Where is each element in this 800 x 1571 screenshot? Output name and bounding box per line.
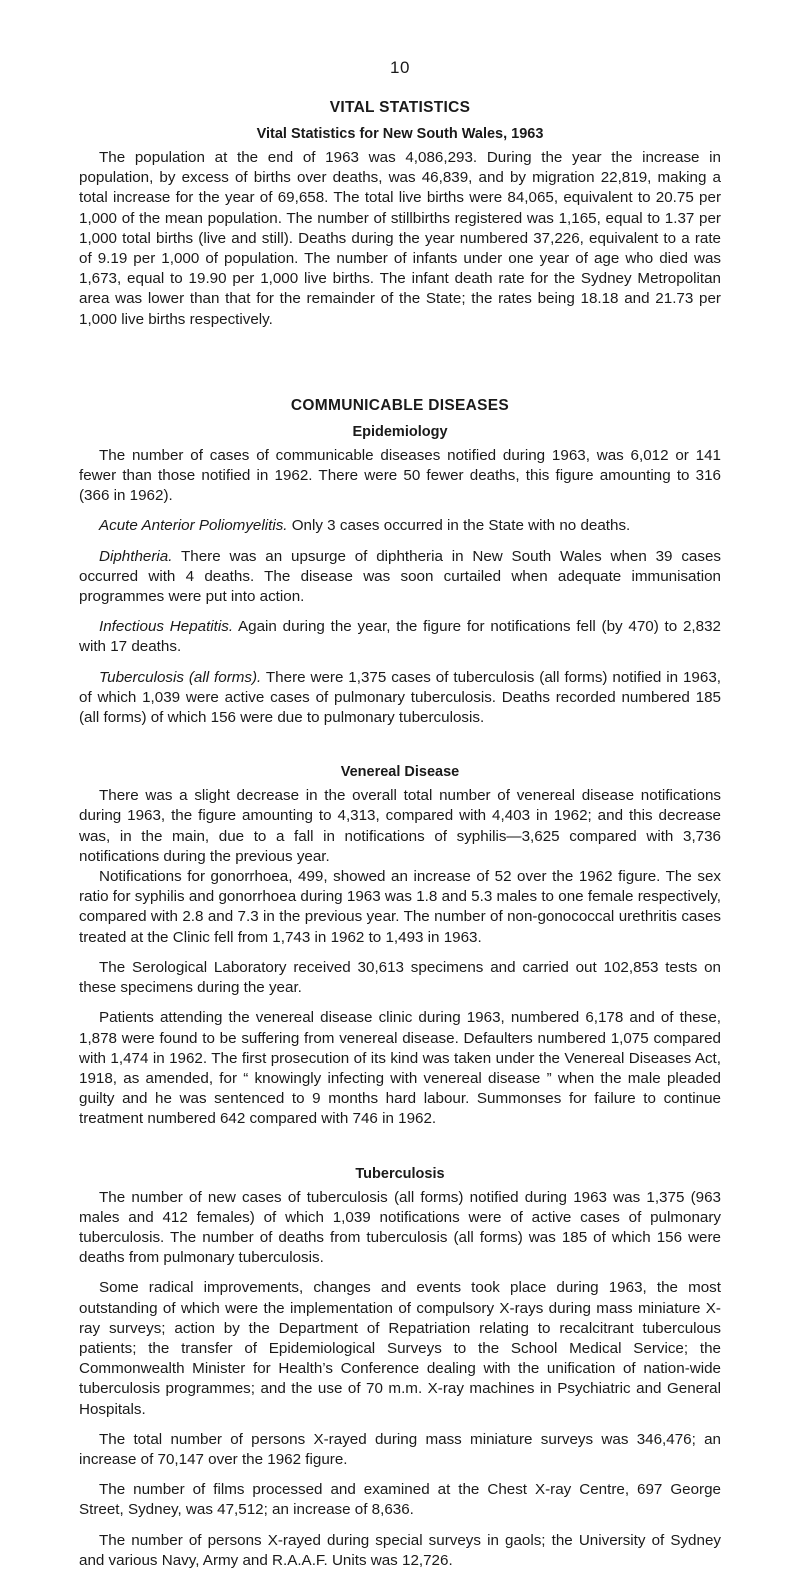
- communicable-diseases-heading: COMMUNICABLE DISEASES: [290, 396, 510, 414]
- communicable-diseases-section: [79, 396, 721, 728]
- tuberculosis-all-forms-text: There were 1,375 cases of tuberculosis (all forms) notified in 1963, of which 1,039 were active cases of pulmonary tuberculosis. Deaths recorded numbered 185 (all forms) of which 156 were due to pulmonary tuberculosis.: [79, 668, 721, 727]
- poliomyelitis-label: Acute Anterior Poliomyelitis.: [99, 517, 288, 535]
- vital-statistics-section: [79, 98, 721, 330]
- page-number: 10: [390, 58, 410, 77]
- vital-statistics-paragraph: The population at the end of 1963 was 4,086,293. During the year the increase in population, by excess of births over deaths, was 46,839, and by migration 22,819, making a total increase for the year of 69,658. The total live births were 84,065, equivalent to 20.75 per 1,000 of the mean population. The number of stillbirths registered was 1,165, equal to 1.37 per 1,000 total births (live and still). Deaths during the year numbered 37,226, equivalent to a rate of 9.19 per 1,000 of population. The number of infants under one year of age who died was 1,673, equal to 19.90 per 1,000 live births. The infant death rate for the Sydney Metropolitan area was lower than that for the remainder of the State; the rates being 18.18 and 21.73 per 1,000 live births respectively.: [79, 149, 721, 328]
- poliomyelitis-paragraph: [79, 516, 721, 536]
- epidemiology-subheading: Epidemiology: [352, 423, 448, 440]
- tuberculosis-all-forms-paragraph: [79, 668, 721, 729]
- diphtheria-text: There was an upsurge of diphtheria in New South Wales when 39 cases occurred with 4 deaths. The disease was soon curtailed when adequate immunisation programmes were put into action.: [79, 547, 721, 606]
- poliomyelitis-text: Only 3 cases occurred in the State with no deaths.: [287, 517, 631, 535]
- venereal-paragraph-2: Notifications for gonorrhoea, 499, showed an increase of 52 over the 1962 figure. The sex ratio for syphilis and gonorrhoea during 1963 was 1.8 and 5.3 males to one female respectively, compared with 2.8 and 7.3 in the previous year. The number of non-gonococcal urethritis cases treated at the Clinic fell from 1,743 in 1962 to 1,493 in 1963.: [79, 868, 721, 946]
- diphtheria-label: Diphtheria.: [99, 547, 173, 565]
- tuberculosis-paragraph-2: Some radical improvements, changes and events took place during 1963, the most outstanding of which were the implementation of compulsory X-rays during mass miniature X-ray surveys; action by the Department of Repatriation relating to recalcitrant tuberculous patients; the transfer of Epidemiological Surveys to the School Medical Service; the Commonwealth Minister for Health’s Conference dealing with the unification of nation-wide tuberculosis programmes; and the use of 70 m.m. X-ray machines in Psychiatric and General Hospitals.: [79, 1279, 721, 1418]
- tuberculosis-paragraph-3: The total number of persons X-rayed during mass miniature surveys was 346,476; an increase of 70,147 over the 1962 figure.: [79, 1430, 721, 1468]
- tuberculosis-paragraph-1: The number of new cases of tuberculosis (all forms) notified during 1963 was 1,375 (963 males and 412 females) of which 1,039 notifications were of active cases of pulmonary tuberculosis. The number of deaths from tuberculosis (all forms) was 185 of which 156 were deaths from pulmonary tuberculosis.: [79, 1188, 721, 1267]
- hepatitis-text: Again during the year, the figure for notifications fell (by 470) to 2,832 with 17 deaths.: [79, 618, 721, 656]
- venereal-paragraph-1: There was a slight decrease in the overall total number of venereal disease notifications during 1963, the figure amounting to 4,313, compared with 4,403 in 1962; and this decrease was, in the main, due to a fall in notifications of syphilis—3,625 compared with 3,736 notifications during the previous year.: [79, 787, 721, 865]
- venereal-paragraph-3: The Serological Laboratory received 30,613 specimens and carried out 102,853 tests on these specimens during the year.: [79, 958, 721, 997]
- tuberculosis-all-forms-label: Tuberculosis (all forms).: [99, 668, 262, 686]
- hepatitis-paragraph: [79, 617, 721, 657]
- venereal-disease-heading: Venereal Disease: [340, 764, 460, 781]
- epidemiology-intro-paragraph: The number of cases of communicable diseases notified during 1963, was 6,012 or 141 fewer than those notified in 1962. There were 50 fewer deaths, this figure amounting to 316 (366 in 1962).: [79, 446, 721, 505]
- tuberculosis-paragraph-4: The number of films processed and examined at the Chest X-ray Centre, 697 George Street, Sydney, was 47,512; an increase of 8,636.: [79, 1481, 721, 1519]
- vital-statistics-heading: VITAL STATISTICS: [329, 99, 471, 116]
- tuberculosis-section: [79, 1164, 721, 1571]
- tuberculosis-paragraph-5: The number of persons X-rayed during special surveys in gaols; the University of Sydney and various Navy, Army and R.A.A.F. Units was 12,726.: [79, 1531, 721, 1569]
- document-page: [79, 0, 721, 1571]
- venereal-disease-section: [79, 762, 721, 1129]
- hepatitis-label: Infectious Hepatitis.: [99, 618, 234, 636]
- venereal-paragraph-4: Patients attending the venereal disease clinic during 1963, numbered 6,178 and of these, 1,878 were found to be suffering from venereal disease. Defaulters numbered 1,075 compared with 1,474 in 1962. The first prosecution of its kind was taken under the Venereal Diseases Act, 1918, as amended, for “ knowingly infecting with venereal disease ” when the male pleaded guilty and he was sentenced to 9 months hard labour. Summonses for failure to continue treatment numbered 642 compared with 746 in 1962.: [79, 1009, 721, 1128]
- vital-statistics-subheading: Vital Statistics for New South Wales, 1963: [256, 126, 544, 142]
- tuberculosis-heading: Tuberculosis: [355, 1165, 445, 1182]
- diphtheria-paragraph: [79, 547, 721, 608]
